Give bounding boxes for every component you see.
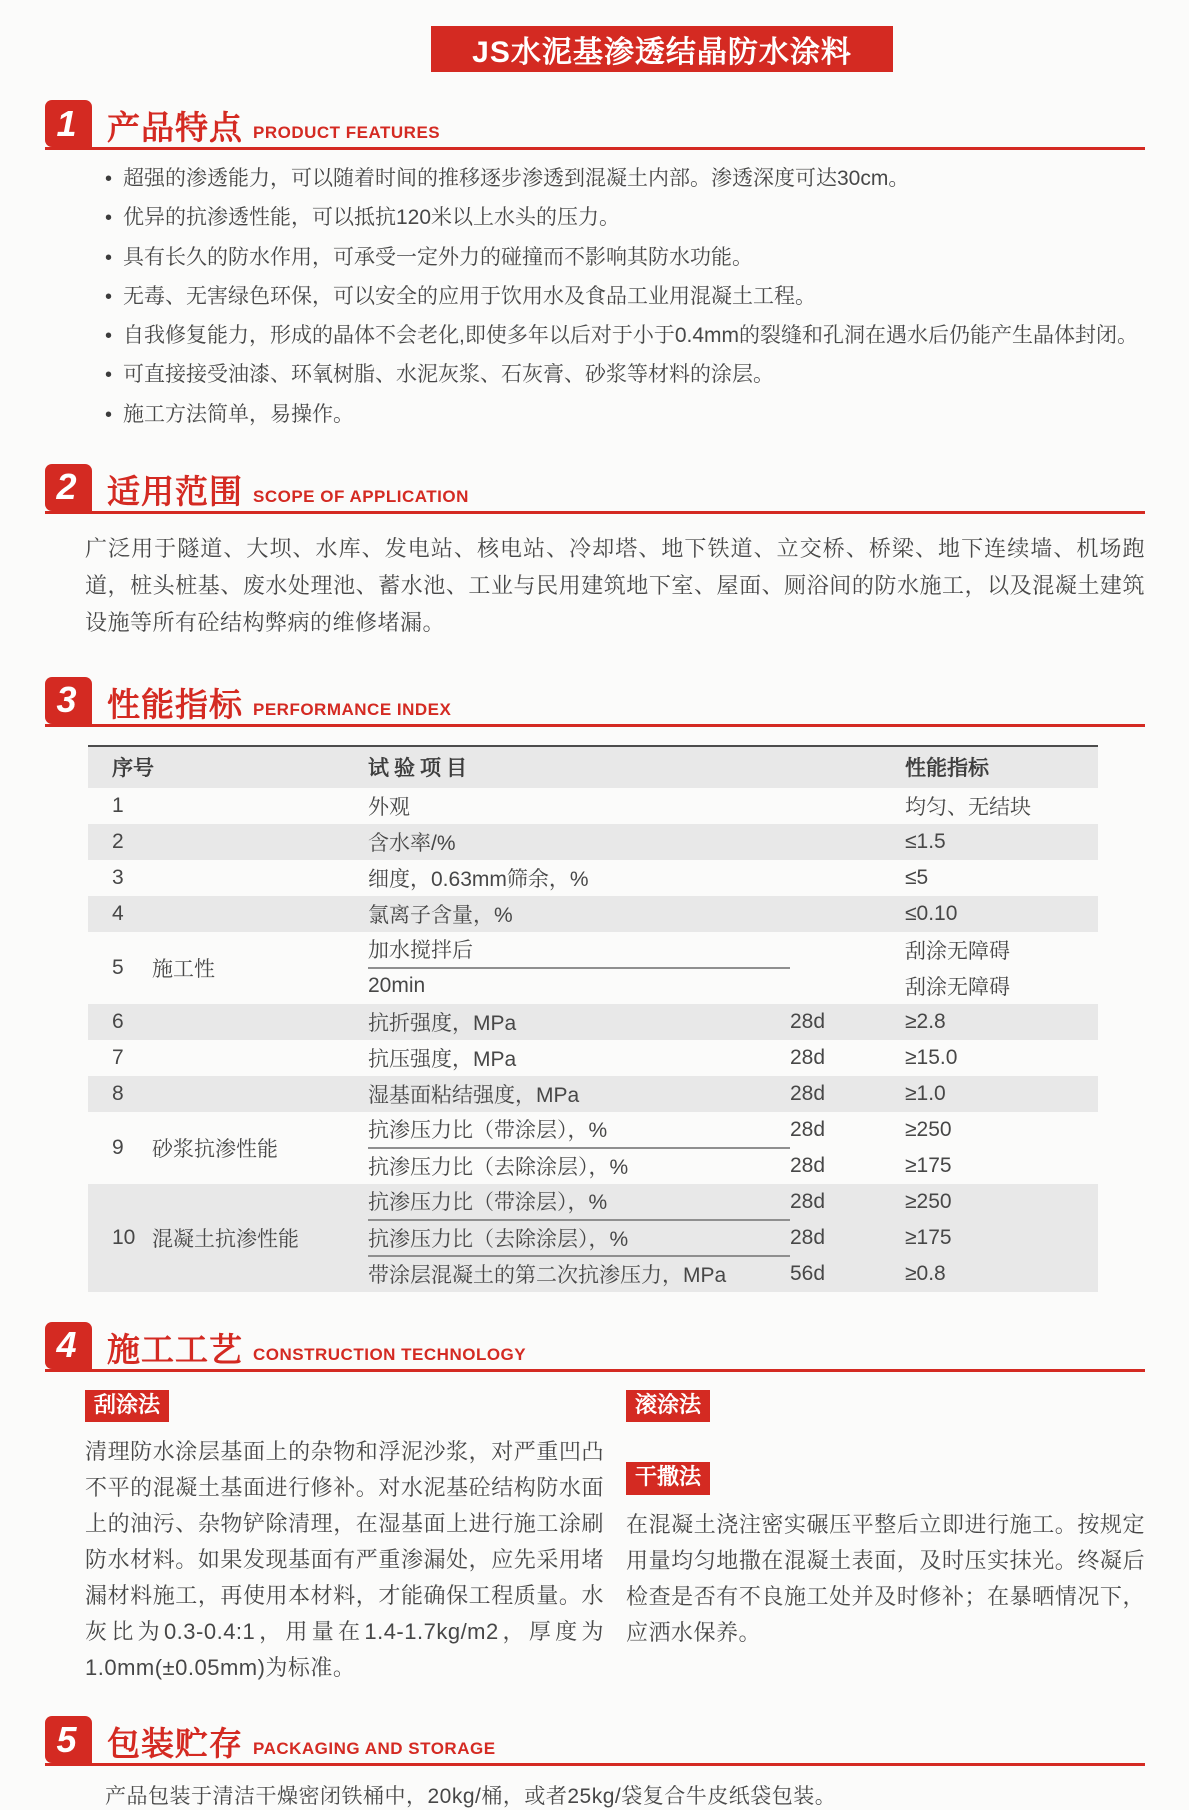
feature-item: • 无毒、无害绿色环保，可以安全的应用于饮用水及食品工业用混凝土工程。 — [105, 284, 1145, 310]
test-age — [790, 824, 905, 860]
test-age — [790, 932, 905, 968]
table-row — [88, 860, 1098, 896]
section-features — [45, 100, 1145, 428]
method-badge-scrape: 刮涂法 — [85, 1390, 169, 1422]
test-item: 抗压强度，MPa — [368, 1047, 517, 1071]
row-serial: 10 — [88, 1184, 148, 1292]
header-test-item: 试验项目 — [368, 746, 790, 788]
section-scope — [45, 464, 1145, 641]
section-title: 性能指标 — [107, 685, 243, 723]
scope-paragraph: 广泛用于隧道、大坝、水库、发电站、核电站、冷却塔、地下铁道、立交桥、桥梁、地下连续墙、机场跑道，桩头桩基、废水处理池、蓄水池、工业与民用建筑地下室、屋面、厕浴间的防水施工，以及混凝土建筑设施等所有砼结构弊病的维修堵漏。 — [85, 535, 1145, 635]
section-packaging — [45, 1716, 1145, 1810]
section-title: 包装贮存 — [107, 1725, 243, 1763]
section-subtitle: PERFORMANCE INDEX — [253, 699, 452, 719]
row-category: 施工性 — [152, 957, 215, 981]
test-item: 抗渗压力比（带涂层），% — [368, 1184, 790, 1220]
table-row — [88, 1184, 1098, 1220]
test-item: 细度，0.63mm筛余，% — [368, 867, 589, 891]
section-number-badge: 3 — [45, 677, 92, 724]
test-item: 含水率/% — [368, 824, 790, 860]
index-value: ≥15.0 — [905, 1045, 958, 1069]
section-subtitle: SCOPE OF APPLICATION — [253, 486, 469, 506]
section-number-badge: 4 — [45, 1322, 92, 1369]
feature-item: • 施工方法简单，易操作。 — [105, 402, 1145, 428]
section-number-badge: 2 — [45, 464, 92, 511]
test-item: 氯离子含量，% — [368, 896, 790, 932]
row-serial: 4 — [88, 896, 148, 932]
row-serial: 6 — [88, 1004, 148, 1040]
row-category — [148, 1004, 368, 1040]
section-subtitle: PACKAGING AND STORAGE — [253, 1739, 496, 1759]
test-item: 加水搅拌后 — [368, 932, 790, 968]
test-item: 20min — [368, 974, 426, 998]
test-item: 带涂层混凝土的第二次抗渗压力，MPa — [368, 1256, 790, 1292]
index-value: ≤0.10 — [905, 896, 1098, 932]
index-value: ≥0.8 — [905, 1256, 1098, 1292]
index-value: ≥250 — [905, 1117, 952, 1141]
header-performance-index: 性能指标 — [905, 746, 1098, 788]
index-value: 刮涂无障碍 — [905, 975, 1010, 999]
test-age — [790, 896, 905, 932]
test-age: 56d — [790, 1256, 905, 1292]
index-value: ≥175 — [905, 1153, 952, 1177]
row-category: 砂浆抗渗性能 — [152, 1137, 278, 1161]
method-column-left — [85, 1390, 604, 1686]
feature-item: • 优异的抗渗透性能，可以抵抗120米以上水头的压力。 — [105, 205, 1145, 231]
section-header-construction — [45, 1322, 1145, 1372]
method-badge-roll: 滚涂法 — [626, 1390, 710, 1422]
section-title: 产品特点 — [107, 109, 243, 146]
dry-method-paragraph: 在混凝土浇注密实碾压平整后立即进行施工。按规定用量均匀地撒在混凝土表面，及时压实抹光。终凝后检查是否有不良施工处并及时修补；在暴晒情况下，应洒水保养。 — [626, 1511, 1145, 1645]
table-row — [88, 1112, 1098, 1148]
feature-item: • 具有长久的防水作用，可承受一定外力的碰撞而不影响其防水功能。 — [105, 245, 1145, 271]
header-age — [790, 746, 905, 788]
section-header-scope — [45, 464, 1145, 514]
section-header-performance — [45, 677, 1145, 727]
test-age — [790, 968, 905, 1004]
row-category — [148, 860, 368, 896]
table-row — [88, 824, 1098, 860]
index-value: ≥250 — [905, 1184, 1098, 1220]
row-serial: 3 — [112, 865, 124, 889]
section-title: 施工工艺 — [107, 1330, 243, 1368]
method-badge-dry: 干撒法 — [626, 1462, 710, 1494]
product-title-banner: JS水泥基渗透结晶防水涂料 — [431, 26, 893, 72]
row-category — [148, 788, 368, 824]
index-value: ≥175 — [905, 1220, 1098, 1256]
test-age: 28d — [790, 1153, 826, 1177]
row-serial: 1 — [112, 793, 124, 817]
table-row — [88, 1004, 1098, 1040]
section-subtitle: PRODUCT FEATURES — [253, 123, 441, 142]
feature-item: • 可直接接受油漆、环氧树脂、水泥灰浆、石灰膏、砂浆等材料的涂层。 — [105, 362, 1145, 388]
test-item: 抗折强度，MPa — [368, 1004, 790, 1040]
row-serial: 2 — [88, 824, 148, 860]
header-serial: 序号 — [88, 746, 368, 788]
section-number-badge: 5 — [45, 1716, 92, 1763]
test-item: 抗渗压力比（带涂层），% — [368, 1112, 790, 1148]
row-category: 混凝土抗渗性能 — [148, 1184, 368, 1292]
section-subtitle: CONSTRUCTION TECHNOLOGY — [253, 1344, 527, 1364]
test-age: 28d — [790, 1045, 826, 1069]
test-age: 28d — [790, 1076, 905, 1112]
row-category — [148, 824, 368, 860]
row-category — [148, 1076, 368, 1112]
packaging-paragraph: 产品包装于清洁干燥密闭铁桶中，20kg/桶，或者25kg/袋复合牛皮纸袋包装。 — [105, 1785, 837, 1809]
row-category — [148, 896, 368, 932]
test-age — [790, 788, 905, 824]
index-value: ≥1.0 — [905, 1076, 1098, 1112]
row-category — [148, 1040, 368, 1076]
test-item: 抗渗压力比（去除涂层），% — [368, 1220, 790, 1256]
performance-table — [88, 745, 1098, 1292]
row-serial: 8 — [88, 1076, 148, 1112]
section-performance — [45, 677, 1145, 1292]
test-age: 28d — [790, 1004, 905, 1040]
index-value: 均匀、无结块 — [905, 795, 1031, 819]
row-serial: 5 — [112, 955, 124, 979]
table-row — [88, 1076, 1098, 1112]
feature-item: • 超强的渗透能力，可以随着时间的推移逐步渗透到混凝土内部。渗透深度可达30cm。 — [105, 166, 1145, 192]
table-row — [88, 1040, 1098, 1076]
table-header-row — [88, 746, 1098, 788]
section-title: 适用范围 — [107, 472, 243, 510]
index-value: 刮涂无障碍 — [905, 939, 1010, 963]
test-age — [790, 860, 905, 896]
section-header-features — [45, 100, 1145, 150]
index-value: ≤1.5 — [905, 824, 1098, 860]
test-age: 28d — [790, 1117, 826, 1141]
method-column-right — [626, 1390, 1145, 1686]
test-item: 外观 — [368, 795, 410, 819]
test-age: 28d — [790, 1184, 905, 1220]
table-row — [88, 932, 1098, 968]
scrape-method-paragraph: 清理防水涂层基面上的杂物和浮泥沙浆，对严重凹凸不平的混凝土基面进行修补。对水泥基砼结构防水面上的油污、杂物铲除清理，在湿基面上进行施工涂刷防水材料。如果发现基面有严重渗漏处，应先采用堵漏材料施工，再使用本材料，才能确保工程质量。水灰比为0.3-0.4:1，用量在1.4-1.7kg/m2，厚度为1.0mm(±0.05mm)为标准。 — [85, 1439, 604, 1681]
section-construction — [45, 1322, 1145, 1686]
test-item: 抗渗压力比（去除涂层），% — [368, 1156, 629, 1180]
index-value: ≥2.8 — [905, 1004, 1098, 1040]
table-row — [88, 788, 1098, 824]
row-serial: 7 — [112, 1045, 124, 1069]
index-value: ≤5 — [905, 865, 929, 889]
section-number-badge: 1 — [45, 100, 92, 147]
section-header-packaging — [45, 1716, 1145, 1766]
table-row — [88, 896, 1098, 932]
test-age: 28d — [790, 1220, 905, 1256]
feature-item: • 自我修复能力，形成的晶体不会老化,即使多年以后对于小于0.4mm的裂缝和孔洞在遇水后仍能产生晶体封闭。 — [105, 323, 1145, 349]
row-serial: 9 — [112, 1135, 124, 1159]
features-list — [105, 166, 1145, 428]
test-item: 湿基面粘结强度，MPa — [368, 1076, 790, 1112]
